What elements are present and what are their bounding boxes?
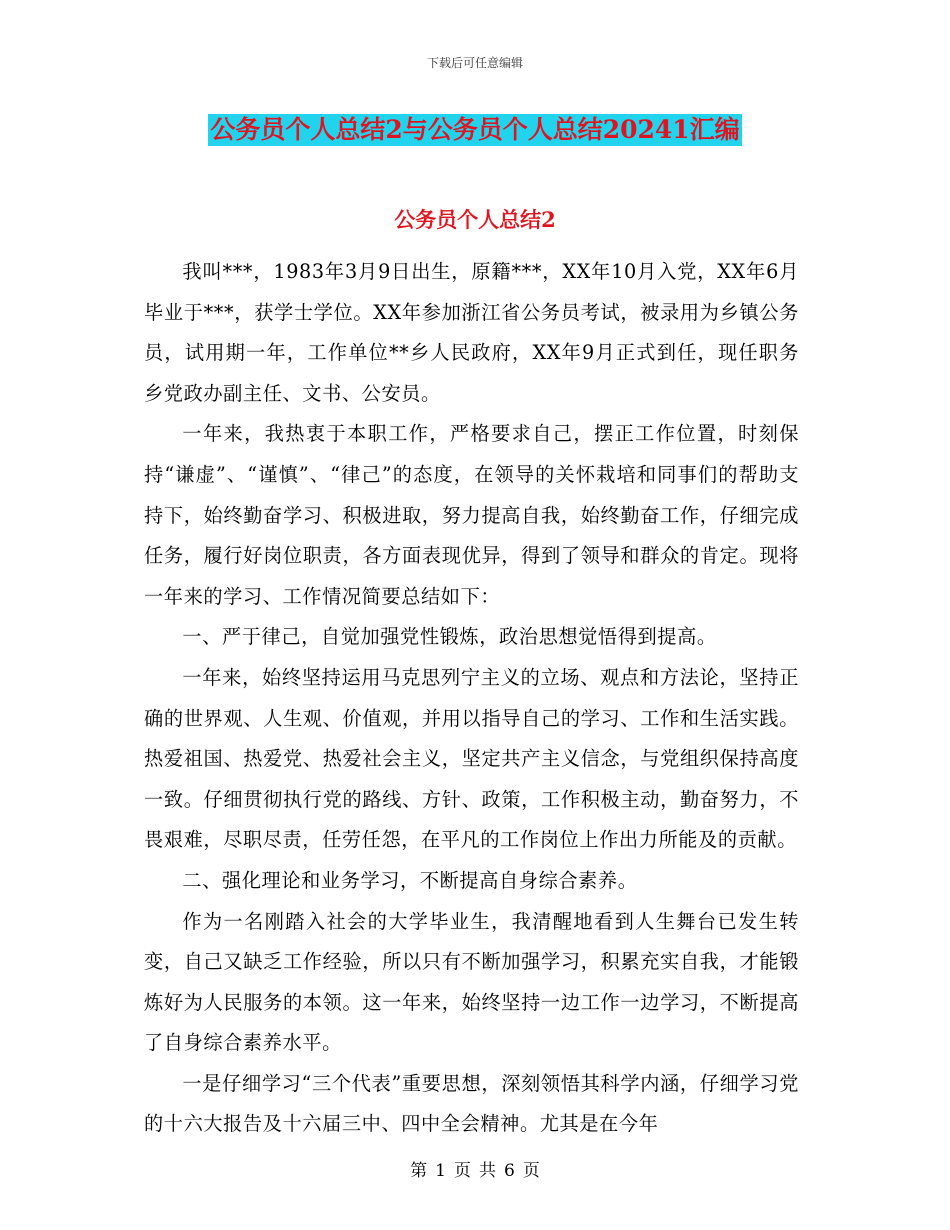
paragraph: 一年来，我热衷于本职工作，严格要求自己，摆正工作位置，时刻保持“谦虚”、“谨慎”、“律己”的态度，在领导的关怀栽培和同事们的帮助支持下，始终勤奋学习、积极进取，努力提高自我，始终勤奋工作，仔细完成任务，履行好岗位职责，各方面表现优异，得到了领导和群众的肯定。现将一年来的学习、工作情况简要总结如下： — [144, 422, 799, 608]
footer-label-total: 共 — [479, 1161, 496, 1181]
current-page-number: 1 — [435, 1161, 446, 1181]
footer-label-unit2: 页 — [522, 1161, 540, 1181]
paragraph: 一年来，始终坚持运用马克思列宁主义的立场、观点和方法论，坚持正确的世界观、人生观、价值观，并用以指导自己的学习、工作和生活实践。热爱祖国、热爱党、热爱社会主义，坚定共产主义信念，与党组织保持高度一致。仔细贯彻执行党的路线、方针、政策，工作积极主动，勤奋努力，不畏艰难，尽职尽责，任劳任怨，在平凡的工作岗位上作出力所能及的贡献。 — [144, 665, 799, 852]
footer-label-page: 第 — [410, 1161, 428, 1181]
footer-label-unit: 页 — [454, 1161, 471, 1181]
document-body — [144, 218, 799, 1145]
paragraph: 我叫***，1983年3月9日出生，原籍***，XX年10月入党，XX年6月毕业于***，获学士学位。XX年参加浙江省公务员考试，被录用为乡镇公务员，试用期一年，工作单位**乡人民政府，XX年9月正式到任，现任职务乡党政办副主任、文书、公安员。 — [144, 260, 799, 405]
document-title — [0, 114, 950, 146]
paragraph: 一、严于律己，自觉加强党性锻炼，政治思想觉悟得到提高。 — [182, 625, 717, 649]
paragraph: 作为一名刚踏入社会的大学毕业生，我清醒地看到人生舞台已发生转变，自己又缺乏工作经验，所以只有不断加强学习，积累充实自我，才能锻炼好为人民服务的本领。这一年来，始终坚持一边工作一边学习，不断提高了自身综合素养水平。 — [144, 909, 799, 1055]
paragraph: 一是仔细学习“三个代表”重要思想，深刻领悟其科学内涵，仔细学习党的十六大报告及十六届三中、四中全会精神。尤其是在今年 — [144, 1071, 799, 1136]
total-page-count: 6 — [504, 1161, 515, 1181]
page-footer — [0, 1156, 950, 1181]
paragraph: 二、强化理论和业务学习，不断提高自身综合素养。 — [182, 868, 638, 892]
section-title: 公务员个人总结2 — [394, 207, 556, 232]
page-header-note: 下载后可任意编辑 — [426, 56, 523, 70]
document-title-text: 公务员个人总结2与公务员个人总结20241汇编 — [210, 115, 740, 144]
